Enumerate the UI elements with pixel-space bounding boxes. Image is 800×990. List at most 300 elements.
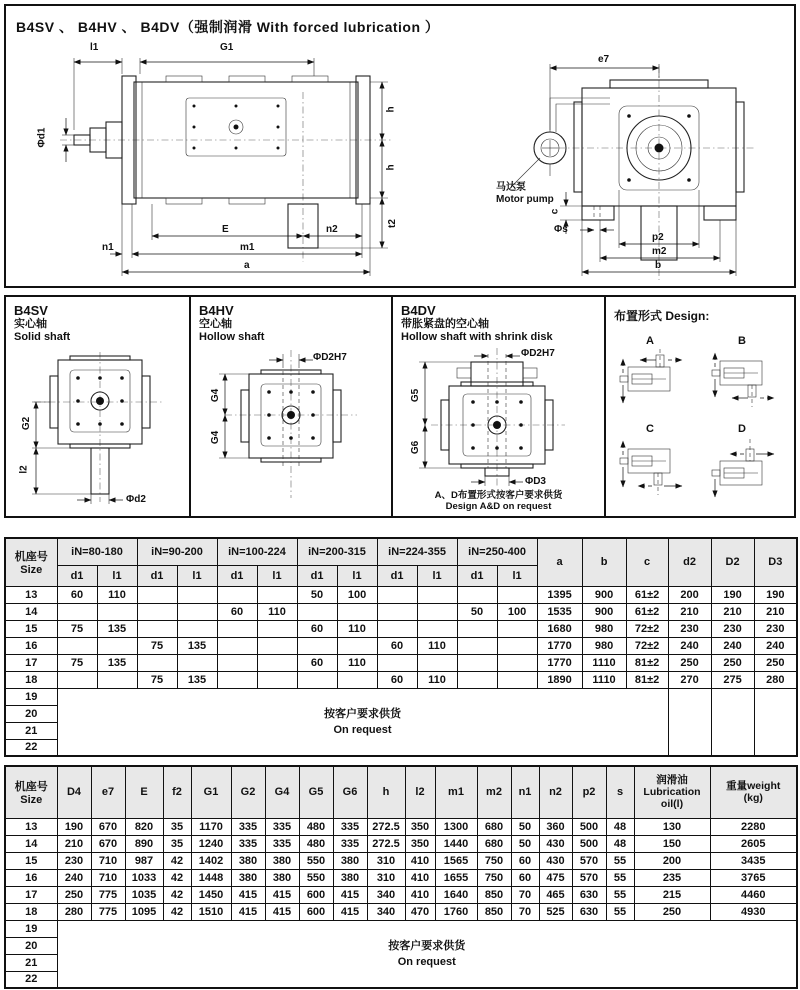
table-cell: 1095 [125,903,163,920]
table-cell: 350 [405,818,435,835]
table-cell [711,688,754,756]
table-cell: 600 [299,886,333,903]
table-cell: 50 [511,835,539,852]
table-cell: 200 [668,586,711,603]
weight-header-label: 重量weight [726,780,781,793]
table-cell: 240 [711,637,754,654]
table-cell: 110 [417,671,457,688]
column-header: G4 [265,766,299,818]
table-cell: 3435 [710,852,797,869]
table-cell: 210 [57,835,91,852]
table-cell: 50 [511,818,539,835]
table-cell: 1300 [435,818,477,835]
table-cell [377,603,417,620]
table-cell: 980 [582,620,626,637]
design-variant-a [614,335,690,416]
table-cell: 1110 [582,654,626,671]
table-cell: 380 [231,869,265,886]
table-cell: 987 [125,852,163,869]
panel-code: B4HV [199,303,234,318]
table-cell: 35 [163,818,191,835]
table-cell [257,586,297,603]
dim-label-h-top: h [385,106,397,113]
dim-label-n2: n2 [326,224,338,235]
table-cell: 250 [668,654,711,671]
design-variant-label: D [738,423,746,435]
table-cell: 670 [91,835,125,852]
table-row [5,620,797,637]
table-cell: 250 [754,654,797,671]
table-cell: 550 [299,852,333,869]
size-column-header [5,766,57,818]
weight-header [710,766,797,818]
column-header: n2 [539,766,572,818]
size-cell: 15 [5,620,57,637]
table-cell: 3765 [710,869,797,886]
table-cell: 72±2 [626,637,668,654]
table-cell: 135 [97,620,137,637]
table-cell [137,603,177,620]
size-cell: 21 [5,722,57,739]
table-cell: 70 [511,886,539,903]
table-cell: 335 [231,818,265,835]
size-header-cn: 机座号 [14,551,48,564]
table-cell [97,637,137,654]
table-cell: 470 [405,903,435,920]
size-cell: 19 [5,920,57,937]
table-cell [257,637,297,654]
table-row [5,671,797,688]
table-cell: 360 [539,818,572,835]
b4sv-svg [6,348,191,508]
table-cell: 240 [57,869,91,886]
size-cell: 17 [5,886,57,903]
table-cell: 1680 [537,620,582,637]
oil-header-cn: 润滑油 [656,774,688,787]
table-cell: 335 [231,835,265,852]
table-cell: 570 [572,869,606,886]
table-cell [257,620,297,637]
sub-header: d1 [377,565,417,586]
ratio-group-header: iN=80-180 [57,538,137,565]
panel-code: B4DV [401,303,436,318]
table-cell: 1033 [125,869,163,886]
table-cell [417,654,457,671]
table-cell: 415 [231,886,265,903]
table-cell [137,620,177,637]
dim-label-G4-upper: G4 [210,388,222,403]
dim-label-e7: e7 [598,54,610,65]
table-cell: 150 [634,835,710,852]
table-cell: 335 [265,818,299,835]
table-cell: 750 [477,869,511,886]
dim-label-m2: m2 [652,246,667,257]
dim-label-h-bottom: h [385,164,397,171]
table-cell: 350 [405,835,435,852]
ratio-group-header: iN=224-355 [377,538,457,565]
table-cell: 60 [377,637,417,654]
table-cell [57,637,97,654]
table-cell: 60 [377,671,417,688]
size-header-cn: 机座号 [14,781,48,794]
sub-header: l1 [177,565,217,586]
table-cell: 250 [634,903,710,920]
dim-label-G1: G1 [220,42,234,53]
table-row [5,869,797,886]
table-cell [257,671,297,688]
table-cell: 35 [163,835,191,852]
table-cell: 42 [163,886,191,903]
table-cell [417,586,457,603]
dim-label-t2: t2 [386,219,398,228]
table-cell: 430 [539,835,572,852]
table-cell: 72±2 [626,620,668,637]
table-cell: 272.5 [367,835,405,852]
size-cell: 20 [5,937,57,954]
table-cell: 475 [539,869,572,886]
table-cell: 1450 [191,886,231,903]
table-cell: 275 [711,671,754,688]
table-cell [497,586,537,603]
table-cell: 850 [477,903,511,920]
table-cell: 110 [257,603,297,620]
table-cell: 900 [582,586,626,603]
table-cell: 630 [572,886,606,903]
table-cell: 430 [539,852,572,869]
b4sv-drawing [6,348,191,508]
table-cell: 465 [539,886,572,903]
end-view-drawing [496,38,796,286]
table-cell: 310 [367,852,405,869]
table-cell: 48 [606,835,634,852]
table-cell: 670 [91,818,125,835]
design-title: 布置形式 Design: [614,309,710,323]
motor-pump-label-en: Motor pump [496,194,554,205]
table-cell [177,654,217,671]
column-header: G1 [191,766,231,818]
top-drawing-section [4,4,796,288]
table-cell: 240 [668,637,711,654]
sub-header: d1 [297,565,337,586]
table-cell [337,671,377,688]
on-request-en: On request [333,723,392,736]
table-cell [97,671,137,688]
dim-label-d2: Φd2 [126,494,146,505]
table1-on-request [5,688,797,756]
column-header: D3 [754,538,797,586]
panel-name-cn: 空心轴 [199,318,232,330]
dim-label-E: E [222,224,229,235]
table-cell: 75 [137,637,177,654]
table-cell: 1565 [435,852,477,869]
table-cell: 42 [163,903,191,920]
table-cell: 240 [754,637,797,654]
table-cell [297,603,337,620]
size-cell: 22 [5,739,57,756]
size-cell: 14 [5,835,57,852]
table-cell: 1655 [435,869,477,886]
table-cell [497,620,537,637]
sub-header: l1 [417,565,457,586]
table-cell: 250 [57,886,91,903]
ratio-group-header: iN=200-315 [297,538,377,565]
dim-label-n1: n1 [102,242,114,253]
table-cell: 75 [137,671,177,688]
table-cell: 2605 [710,835,797,852]
design-variant-label: C [646,423,654,435]
column-header: a [537,538,582,586]
on-request-en: On request [397,955,456,968]
table-cell: 410 [405,852,435,869]
table-cell: 2280 [710,818,797,835]
dim-label-l1: l1 [90,42,99,53]
table-cell [97,603,137,620]
table-row [5,688,797,705]
table-cell: 1440 [435,835,477,852]
column-header: E [125,766,163,818]
table-row [5,654,797,671]
table-cell: 60 [57,586,97,603]
dim-label-D3: ΦD3 [525,476,546,487]
b4dv-svg [393,346,604,490]
table-cell: 42 [163,852,191,869]
table-cell: 190 [57,818,91,835]
size-cell: 20 [5,705,57,722]
column-header: p2 [572,766,606,818]
size-cell: 14 [5,603,57,620]
table-cell: 1640 [435,886,477,903]
table1-body [5,586,797,688]
table-cell: 135 [177,637,217,654]
table-cell: 415 [333,886,367,903]
dim-label-G6: G6 [410,440,422,455]
table-cell: 110 [417,637,457,654]
table-cell: 630 [572,903,606,920]
size-cell: 18 [5,903,57,920]
dim-label-a: a [244,260,250,271]
table-row [5,920,797,937]
size-cell: 17 [5,654,57,671]
table-cell [497,654,537,671]
design-variant-b [706,335,782,416]
table-cell: 1170 [191,818,231,835]
table-cell: 600 [299,903,333,920]
table-cell: 61±2 [626,586,668,603]
table-cell [217,586,257,603]
design-variant-c [614,423,690,504]
size-cell: 22 [5,971,57,988]
table-cell: 42 [163,869,191,886]
table-cell: 280 [754,671,797,688]
table-cell [177,603,217,620]
on-request-cn: 按客户要求供货 [388,939,466,952]
column-header: e7 [91,766,125,818]
dim-label-D2H7: ΦD2H7 [521,348,555,359]
table-cell: 190 [711,586,754,603]
shaft-type-panels [4,295,796,518]
table-cell: 1770 [537,637,582,654]
sub-header: d1 [217,565,257,586]
panel-name-cn: 实心轴 [14,318,47,330]
table-row [5,586,797,603]
table-cell: 775 [91,886,125,903]
oil-header-unit: oil(l) [660,798,684,811]
lubrication-oil-header [634,766,710,818]
table-cell: 60 [217,603,257,620]
table-cell: 55 [606,852,634,869]
table-cell: 680 [477,835,511,852]
size-column-header [5,538,57,586]
table-cell: 230 [754,620,797,637]
table-row [5,886,797,903]
table-cell: 230 [57,852,91,869]
table-cell: 1448 [191,869,231,886]
table-cell: 415 [231,903,265,920]
design-ad-note-cn: A、D布置形式按客户要求供货 [434,490,563,501]
table-cell: 110 [97,586,137,603]
design-a-icon [614,347,686,411]
size-cell: 19 [5,688,57,705]
table2-body [5,818,797,920]
weight-header-unit: (kg) [743,792,763,805]
table-row [5,852,797,869]
column-header: h [367,766,405,818]
on-request-cn: 按客户要求供货 [324,707,402,720]
table-cell: 340 [367,886,405,903]
size-cell: 16 [5,637,57,654]
table-cell: 480 [299,818,333,835]
table-row [5,835,797,852]
table-cell [337,603,377,620]
on-request-cell [57,920,797,988]
table-cell [337,637,377,654]
table-cell: 980 [582,637,626,654]
ratio-group-header: iN=100-224 [217,538,297,565]
table-cell: 380 [333,869,367,886]
table-cell: 110 [337,620,377,637]
column-header: b [582,538,626,586]
table-cell: 55 [606,886,634,903]
table-cell: 380 [231,852,265,869]
size-cell: 13 [5,818,57,835]
dim-label-d1: Φd1 [36,127,48,148]
table-cell: 50 [297,586,337,603]
sub-header: d1 [137,565,177,586]
table-cell: 1535 [537,603,582,620]
table-cell [57,671,97,688]
table-cell: 335 [333,835,367,852]
table-cell: 60 [511,869,539,886]
sub-header: l1 [97,565,137,586]
table-cell: 100 [497,603,537,620]
table-cell: 525 [539,903,572,920]
table-cell: 272.5 [367,818,405,835]
table-cell: 1395 [537,586,582,603]
dimension-table-1 [4,537,798,757]
size-cell: 18 [5,671,57,688]
dim-label-l2: l2 [18,465,30,474]
column-header: D2 [711,538,754,586]
dim-label-p2: p2 [652,232,664,243]
table-cell: 55 [606,869,634,886]
table-cell: 210 [668,603,711,620]
table-cell: 1035 [125,886,163,903]
size-header-en: Size [20,794,43,807]
table-cell: 500 [572,835,606,852]
table-cell: 4930 [710,903,797,920]
table-cell: 130 [634,818,710,835]
size-cell: 21 [5,954,57,971]
size-header-en: Size [20,564,43,577]
table-cell: 135 [177,671,217,688]
size-cell: 13 [5,586,57,603]
table-cell: 1110 [582,671,626,688]
table-cell: 380 [333,852,367,869]
sub-header: l1 [337,565,377,586]
table-cell: 55 [606,903,634,920]
design-ad-note-en: Design A&D on request [445,501,552,512]
table-cell [417,603,457,620]
dim-label-s: Φs [554,224,568,235]
column-header: f2 [163,766,191,818]
table-cell: 70 [511,903,539,920]
table-cell: 110 [337,654,377,671]
column-header: d2 [668,538,711,586]
table-cell: 60 [297,620,337,637]
table-cell: 81±2 [626,671,668,688]
table-cell [457,654,497,671]
table-cell: 230 [711,620,754,637]
panel-name-en: Hollow shaft [199,331,265,343]
table-cell: 230 [668,620,711,637]
table-cell: 775 [91,903,125,920]
table-cell [377,586,417,603]
table-cell: 1402 [191,852,231,869]
table-cell: 210 [711,603,754,620]
table-cell: 415 [333,903,367,920]
table-cell: 335 [333,818,367,835]
sub-header: d1 [457,565,497,586]
design-variant-label: B [738,335,746,347]
table-cell: 850 [477,886,511,903]
table-cell: 215 [634,886,710,903]
panel-b4hv [191,297,393,516]
ratio-group-header: iN=250-400 [457,538,537,565]
table-cell: 310 [367,869,405,886]
end-view-svg [496,38,796,286]
table-cell: 1890 [537,671,582,688]
table-cell: 750 [477,852,511,869]
column-header: D4 [57,766,91,818]
table-cell [457,637,497,654]
table-cell: 60 [511,852,539,869]
column-header: s [606,766,634,818]
table-row [5,818,797,835]
table-cell: 75 [57,654,97,671]
column-header: c [626,538,668,586]
dim-label-c: c [549,208,561,215]
motor-pump-label-cn: 马达泵 [496,182,526,193]
table-cell: 75 [57,620,97,637]
dimension-table-2 [4,765,798,989]
dim-label-G2: G2 [21,416,33,431]
table-cell: 61±2 [626,603,668,620]
table-cell: 820 [125,818,163,835]
design-variant-d [706,423,782,504]
design-b-icon [706,347,778,411]
column-header: m2 [477,766,511,818]
table-cell: 210 [754,603,797,620]
